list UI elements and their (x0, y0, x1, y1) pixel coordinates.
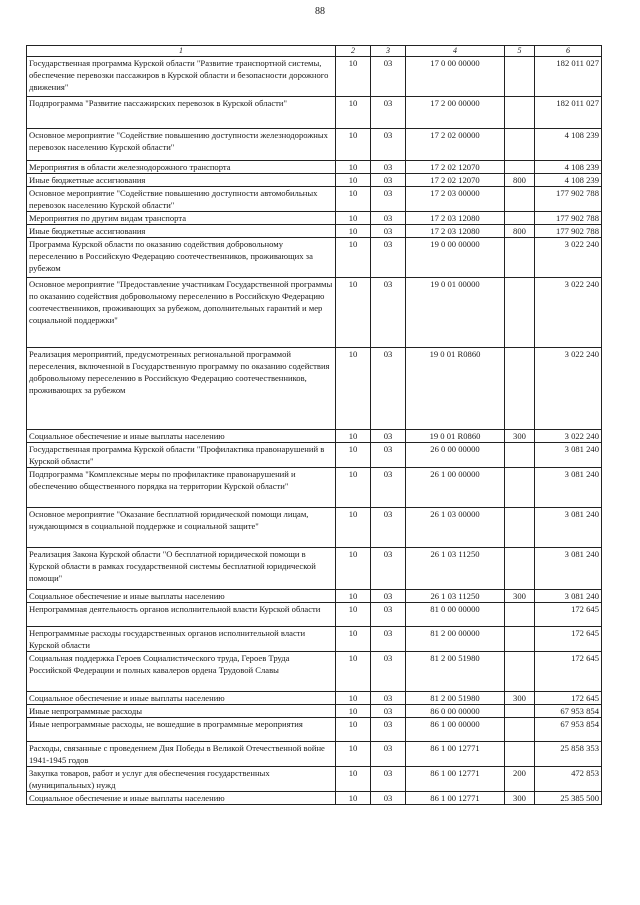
cell-target-code: 86 0 00 00000 (406, 705, 505, 718)
table-row (27, 278, 602, 348)
cell-expense-type (505, 129, 535, 161)
cell-target-code: 86 1 00 00000 (406, 718, 505, 742)
cell-expense-type (505, 627, 535, 652)
cell-target-code: 86 1 00 12771 (406, 742, 505, 767)
cell-section: 10 (336, 212, 371, 225)
cell-name: Государственная программа Курской области "Профилактика правонарушений в Курской области" (27, 443, 336, 468)
cell-section: 10 (336, 225, 371, 238)
cell-name: Основное мероприятие "Оказание бесплатной юридической помощи лицам, нуждающимся в социальной поддержке и социальной защите" (27, 508, 336, 548)
cell-expense-type (505, 97, 535, 129)
cell-section: 10 (336, 652, 371, 692)
cell-amount: 182 011 027 (535, 97, 602, 129)
cell-subsection: 03 (371, 348, 406, 430)
cell-name: Иные бюджетные ассигнования (27, 174, 336, 187)
cell-amount: 172 645 (535, 603, 602, 627)
cell-section: 10 (336, 705, 371, 718)
cell-amount: 472 853 (535, 767, 602, 792)
budget-table (26, 45, 602, 805)
cell-section: 10 (336, 508, 371, 548)
table-row (27, 57, 602, 97)
cell-subsection: 03 (371, 742, 406, 767)
cell-name: Государственная программа Курской области "Развитие транспортной системы, обеспечение перевозки пассажиров в Курской области и безопасности дорожного движения" (27, 57, 336, 97)
cell-name: Закупка товаров, работ и услуг для обеспечения государственных (муниципальных) нужд (27, 767, 336, 792)
cell-subsection: 03 (371, 508, 406, 548)
cell-name: Иные непрограммные расходы, не вошедшие в программные мероприятия (27, 718, 336, 742)
table-row (27, 97, 602, 129)
cell-name: Иные бюджетные ассигнования (27, 225, 336, 238)
cell-name: Подпрограмма "Комплексные меры по профилактике правонарушений и обеспечению общественного порядка на территории Курской области" (27, 468, 336, 508)
cell-subsection: 03 (371, 792, 406, 805)
cell-section: 10 (336, 174, 371, 187)
cell-amount: 172 645 (535, 652, 602, 692)
cell-name: Основное мероприятие "Предоставление участникам Государственной программы по оказанию содействия добровольному переселению в Российскую Федерацию соотечественников, проживающих за рубежом, дополнительных гарантий и мер социальной поддержки" (27, 278, 336, 348)
table-row (27, 652, 602, 692)
table-row (27, 548, 602, 590)
cell-subsection: 03 (371, 443, 406, 468)
cell-name: Расходы, связанные с проведением Дня Победы в Великой Отечественной войне 1941-1945 годов (27, 742, 336, 767)
cell-section: 10 (336, 57, 371, 97)
cell-target-code: 17 2 02 12070 (406, 161, 505, 174)
page-number: 88 (315, 6, 325, 17)
column-header: 4 (406, 46, 505, 57)
cell-target-code: 17 2 03 00000 (406, 187, 505, 212)
cell-amount: 3 081 240 (535, 548, 602, 590)
cell-amount: 67 953 854 (535, 718, 602, 742)
table-row (27, 742, 602, 767)
cell-target-code: 26 0 00 00000 (406, 443, 505, 468)
cell-subsection: 03 (371, 652, 406, 692)
cell-expense-type (505, 348, 535, 430)
cell-name: Социальное обеспечение и иные выплаты населению (27, 692, 336, 705)
cell-expense-type (505, 508, 535, 548)
cell-subsection: 03 (371, 430, 406, 443)
cell-subsection: 03 (371, 161, 406, 174)
cell-section: 10 (336, 692, 371, 705)
cell-amount: 25 385 500 (535, 792, 602, 805)
cell-section: 10 (336, 590, 371, 603)
cell-expense-type (505, 603, 535, 627)
cell-amount: 3 081 240 (535, 443, 602, 468)
table-row (27, 767, 602, 792)
cell-subsection: 03 (371, 718, 406, 742)
cell-subsection: 03 (371, 705, 406, 718)
table-row (27, 161, 602, 174)
cell-expense-type (505, 443, 535, 468)
cell-section: 10 (336, 792, 371, 805)
cell-subsection: 03 (371, 468, 406, 508)
cell-section: 10 (336, 187, 371, 212)
table-row (27, 627, 602, 652)
cell-subsection: 03 (371, 278, 406, 348)
cell-name: Мероприятия по другим видам транспорта (27, 212, 336, 225)
cell-amount: 4 108 239 (535, 174, 602, 187)
column-header: 1 (27, 46, 336, 57)
cell-section: 10 (336, 278, 371, 348)
table-row (27, 718, 602, 742)
cell-section: 10 (336, 348, 371, 430)
cell-expense-type (505, 278, 535, 348)
cell-name: Непрограммные расходы государственных органов исполнительной власти Курской области (27, 627, 336, 652)
cell-expense-type (505, 187, 535, 212)
cell-section: 10 (336, 97, 371, 129)
column-header: 2 (336, 46, 371, 57)
cell-amount: 3 081 240 (535, 590, 602, 603)
cell-subsection: 03 (371, 212, 406, 225)
cell-name: Основное мероприятие "Содействие повышению доступности железнодорожных перевозок населению Курской области" (27, 129, 336, 161)
table-row (27, 430, 602, 443)
header-row (27, 46, 602, 57)
cell-section: 10 (336, 161, 371, 174)
cell-subsection: 03 (371, 174, 406, 187)
cell-target-code: 86 1 00 12771 (406, 792, 505, 805)
table-row (27, 238, 602, 278)
cell-subsection: 03 (371, 57, 406, 97)
cell-amount: 67 953 854 (535, 705, 602, 718)
cell-amount: 182 011 027 (535, 57, 602, 97)
table-row (27, 692, 602, 705)
cell-target-code: 19 0 00 00000 (406, 238, 505, 278)
cell-amount: 172 645 (535, 692, 602, 705)
cell-target-code: 17 2 00 00000 (406, 97, 505, 129)
cell-target-code: 26 1 03 11250 (406, 590, 505, 603)
column-header: 3 (371, 46, 406, 57)
cell-section: 10 (336, 742, 371, 767)
cell-name: Мероприятия в области железнодорожного транспорта (27, 161, 336, 174)
cell-amount: 4 108 239 (535, 161, 602, 174)
cell-target-code: 17 2 02 12070 (406, 174, 505, 187)
cell-name: Социальное обеспечение и иные выплаты населению (27, 792, 336, 805)
column-header: 6 (535, 46, 602, 57)
cell-target-code: 26 1 03 11250 (406, 548, 505, 590)
cell-expense-type (505, 718, 535, 742)
cell-subsection: 03 (371, 225, 406, 238)
cell-section: 10 (336, 767, 371, 792)
cell-target-code: 81 2 00 51980 (406, 652, 505, 692)
table-row (27, 792, 602, 805)
cell-subsection: 03 (371, 603, 406, 627)
cell-name: Социальное обеспечение и иные выплаты населению (27, 590, 336, 603)
cell-section: 10 (336, 718, 371, 742)
cell-expense-type (505, 57, 535, 97)
cell-target-code: 81 0 00 00000 (406, 603, 505, 627)
cell-expense-type (505, 238, 535, 278)
cell-amount: 3 022 240 (535, 278, 602, 348)
cell-amount: 3 022 240 (535, 430, 602, 443)
cell-subsection: 03 (371, 548, 406, 590)
cell-name: Реализация мероприятий, предусмотренных региональной программой переселения, включенной в Государственную программу по оказанию содействия добровольному переселению в Российскую Федерацию соотечественников, проживающих за рубежом (27, 348, 336, 430)
cell-target-code: 86 1 00 12771 (406, 767, 505, 792)
cell-expense-type: 300 (505, 590, 535, 603)
table-row (27, 129, 602, 161)
cell-amount: 3 022 240 (535, 238, 602, 278)
cell-subsection: 03 (371, 767, 406, 792)
cell-expense-type: 800 (505, 174, 535, 187)
cell-expense-type: 300 (505, 430, 535, 443)
cell-subsection: 03 (371, 627, 406, 652)
cell-expense-type (505, 652, 535, 692)
cell-name: Реализация Закона Курской области "О бесплатной юридической помощи в Курской области в рамках государственной системы бесплатной юридической помощи" (27, 548, 336, 590)
cell-expense-type: 300 (505, 692, 535, 705)
cell-amount: 177 902 788 (535, 187, 602, 212)
cell-target-code: 81 2 00 51980 (406, 692, 505, 705)
table-row (27, 508, 602, 548)
cell-target-code: 17 2 03 12080 (406, 212, 505, 225)
cell-section: 10 (336, 443, 371, 468)
cell-amount: 172 645 (535, 627, 602, 652)
cell-name: Программа Курской области по оказанию содействия добровольному переселению в Российскую Федерацию соотечественников, проживающих за рубежом (27, 238, 336, 278)
cell-expense-type: 200 (505, 767, 535, 792)
column-header: 5 (505, 46, 535, 57)
cell-subsection: 03 (371, 692, 406, 705)
cell-section: 10 (336, 238, 371, 278)
cell-target-code: 19 0 01 R0860 (406, 430, 505, 443)
cell-expense-type: 800 (505, 225, 535, 238)
cell-amount: 3 022 240 (535, 348, 602, 430)
cell-amount: 177 902 788 (535, 212, 602, 225)
cell-amount: 177 902 788 (535, 225, 602, 238)
cell-expense-type (505, 742, 535, 767)
table-row (27, 187, 602, 212)
table-row (27, 705, 602, 718)
cell-section: 10 (336, 468, 371, 508)
cell-name: Иные непрограммные расходы (27, 705, 336, 718)
cell-name: Подпрограмма "Развитие пассажирских перевозок в Курской области" (27, 97, 336, 129)
cell-section: 10 (336, 430, 371, 443)
cell-target-code: 19 0 01 R0860 (406, 348, 505, 430)
cell-expense-type (505, 212, 535, 225)
cell-amount: 25 858 353 (535, 742, 602, 767)
cell-amount: 4 108 239 (535, 129, 602, 161)
cell-target-code: 17 0 00 00000 (406, 57, 505, 97)
cell-target-code: 19 0 01 00000 (406, 278, 505, 348)
cell-name: Социальная поддержка Героев Социалистического труда, Героев Труда Российской Федерации и полных кавалеров ордена Трудовой Славы (27, 652, 336, 692)
table-row (27, 348, 602, 430)
cell-subsection: 03 (371, 129, 406, 161)
cell-target-code: 17 2 02 00000 (406, 129, 505, 161)
table-row (27, 225, 602, 238)
cell-expense-type (505, 548, 535, 590)
cell-subsection: 03 (371, 97, 406, 129)
cell-subsection: 03 (371, 187, 406, 212)
cell-name: Непрограммная деятельность органов исполнительной власти Курской области (27, 603, 336, 627)
cell-section: 10 (336, 603, 371, 627)
cell-amount: 3 081 240 (535, 508, 602, 548)
cell-name: Основное мероприятие "Содействие повышению доступности автомобильных перевозок населению Курской области" (27, 187, 336, 212)
table-row (27, 590, 602, 603)
cell-section: 10 (336, 548, 371, 590)
cell-section: 10 (336, 129, 371, 161)
cell-target-code: 17 2 03 12080 (406, 225, 505, 238)
table-row (27, 212, 602, 225)
table-row (27, 443, 602, 468)
cell-section: 10 (336, 627, 371, 652)
cell-expense-type (505, 468, 535, 508)
table-row (27, 468, 602, 508)
cell-target-code: 81 2 00 00000 (406, 627, 505, 652)
cell-expense-type (505, 705, 535, 718)
cell-expense-type: 300 (505, 792, 535, 805)
cell-amount: 3 081 240 (535, 468, 602, 508)
table-row (27, 174, 602, 187)
cell-subsection: 03 (371, 238, 406, 278)
cell-target-code: 26 1 00 00000 (406, 468, 505, 508)
cell-target-code: 26 1 03 00000 (406, 508, 505, 548)
cell-expense-type (505, 161, 535, 174)
cell-subsection: 03 (371, 590, 406, 603)
table-row (27, 603, 602, 627)
cell-name: Социальное обеспечение и иные выплаты населению (27, 430, 336, 443)
